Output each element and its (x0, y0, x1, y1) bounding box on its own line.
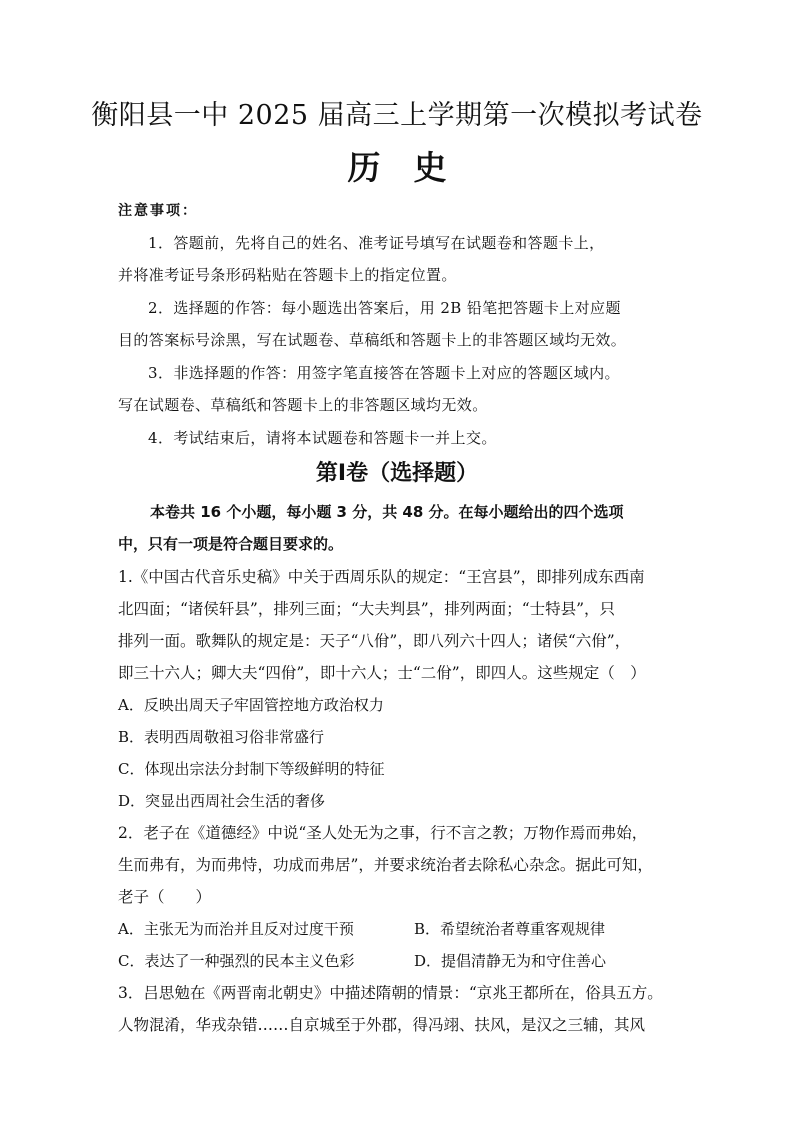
question-2-option-a: A．主张无为而治并且反对过度干预 (118, 920, 354, 938)
question-2-line: 生而弗有，为而弗恃，功成而弗居”，并要求统治者去除私心杂念。据此可知， (118, 856, 653, 874)
question-2-line: 2．老子在《道德经》中说“圣人处无为之事，行不言之教；万物作焉而弗始， (118, 824, 648, 842)
question-3-line: 人物混淆，华戎杂错……自京城至于外郡，得冯翊、扶风，是汉之三辅，其风 (118, 1016, 646, 1034)
notes-line: 1．答题前，先将自己的姓名、准考证号填写在试题卷和答题卡上， (148, 234, 605, 252)
notes-line: 3．非选择题的作答：用签字笔直接答在答题卡上对应的答题区域内。 (148, 364, 620, 382)
question-1-option-d: D．突显出西周社会生活的奢侈 (118, 792, 326, 810)
question-2-option-d: D．提倡清静无为和守住善心 (414, 952, 607, 970)
exam-title: 衡阳县一中 2025 届高三上学期第一次模拟考试卷 (91, 100, 703, 131)
question-1-option-b: B．表明西周敬祖习俗非常盛行 (118, 728, 325, 746)
question-1-line: 北四面；“诸侯轩县”，排列三面；“大夫判县”，排列两面；“士特县”，只 (118, 600, 616, 618)
question-3-line: 3．吕思勉在《两晋南北朝史》中描述隋朝的情景：“京兆王都所在，俗具五方。 (118, 984, 663, 1002)
section-instruction: 本卷共 16 个小题，每小题 3 分，共 48 分。在每小题给出的四个选项 (150, 503, 624, 521)
notes-line: 2．选择题的作答：每小题选出答案后，用 2B 铅笔把答题卡上对应题 (148, 299, 621, 317)
question-2-line: 老子（ ） (118, 888, 212, 906)
notes-heading: 注意事项： (118, 203, 198, 219)
notes-line: 写在试题卷、草稿纸和答题卡上的非答题区域均无效。 (118, 396, 488, 414)
notes-line: 目的答案标号涂黑，写在试题卷、草稿纸和答题卡上的非答题区域均无效。 (118, 331, 627, 349)
subject-title: 历 史 (347, 148, 447, 187)
notes-line: 并将准考证号条形码粘贴在答题卡上的指定位置。 (118, 266, 457, 284)
notes-line: 4．考试结束后，请将本试题卷和答题卡一并上交。 (148, 429, 497, 447)
question-1-line: 排列一面。歌舞队的规定是：天子“八佾”，即八列六十四人；诸侯“六佾”， (118, 632, 631, 650)
section-instruction: 中，只有一项是符合题目要求的。 (118, 535, 344, 553)
question-1-line: 1.《中国古代音乐史稿》中关于西周乐队的规定：“王宫县”，即排列成东西南 (118, 568, 645, 586)
question-2-option-c: C．表达了一种强烈的民本主义色彩 (118, 952, 355, 970)
section-heading: 第Ⅰ卷（选择题） (315, 461, 479, 486)
question-1-option-a: A．反映出周天子牢固管控地方政治权力 (118, 696, 384, 714)
question-1-line: 即三十六人；卿大夫“四佾”，即十六人；士“二佾”，即四人。这些规定（ ） (118, 664, 646, 682)
question-1-option-c: C．体现出宗法分封制下等级鲜明的特征 (118, 760, 385, 778)
question-2-option-b: B．希望统治者尊重客观规律 (414, 920, 606, 938)
